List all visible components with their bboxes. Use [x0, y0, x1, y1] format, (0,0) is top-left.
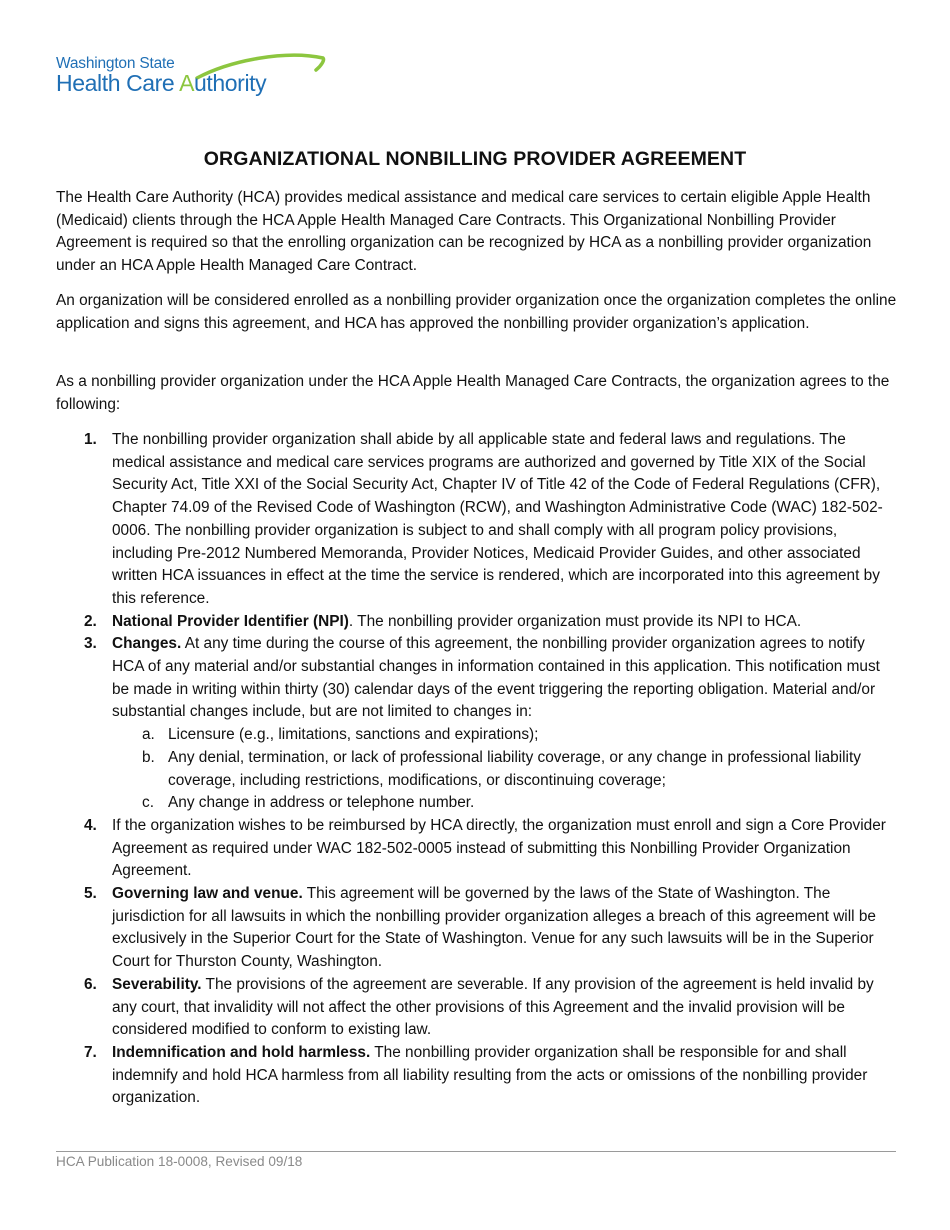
term-heading: Governing law and venue. — [112, 885, 303, 903]
footer-publication-info: HCA Publication 18-0008, Revised 09/18 — [56, 1154, 303, 1169]
term-text: The nonbilling provider organization shall be responsible for and shall indemnify and hold HCA harmless from all liability resulting from the acts or omissions of the nonbilling provider organization. — [112, 1043, 868, 1107]
term-number: 3. — [84, 635, 97, 653]
term-heading: Indemnification and hold harmless. — [112, 1043, 371, 1061]
term-text: If the organization wishes to be reimbursed by HCA directly, the organization must enroll and sign a Core Provider Agreement as required under WAC 182-502-0005 instead of submitting this Nonbilling Provider Organization Agreement. — [112, 816, 886, 880]
term-text: At any time during the course of this agreement, the nonbilling provider organization agrees to notify HCA of any material and/or substantial changes in information contained in this application. This notification must be made in writing within thirty (30) calendar days of the event triggering the reporting obligation. Material and/or substantial changes include, but are not limited to changes in: — [112, 635, 880, 721]
term-item-2 — [0, 611, 898, 634]
sub-item-letter: c. — [142, 794, 154, 812]
sub-item-a — [112, 724, 898, 747]
logo-line-2-accent: A — [179, 70, 195, 96]
agreement-terms-list — [0, 429, 950, 1110]
term-number: 1. — [84, 431, 97, 448]
sub-item-b — [112, 747, 898, 792]
term-item-4 — [0, 815, 898, 883]
intro-paragraph-1: The Health Care Authority (HCA) provides medical assistance and medical care services to certain eligible Apple Health (Medicaid) clients through the HCA Apple Health Managed Care Contracts. This Organizational Nonbilling Provider Agreement is required so that the enrolling organization can be recognized by HCA as a nonbilling provider organization under an HCA Apple Health Managed Care Contract. — [56, 189, 872, 275]
term-item-6 — [0, 974, 898, 1042]
intro-paragraph-3: As a nonbilling provider organization under the HCA Apple Health Managed Care Contracts, the organization agrees to the following: — [56, 373, 890, 413]
term-item-3 — [0, 633, 898, 815]
term-heading: Changes. — [112, 635, 182, 653]
logo-line-2-prefix: Health Care — [56, 70, 180, 96]
term-number: 6. — [84, 975, 97, 993]
term-number: 5. — [84, 885, 97, 903]
term-item-1 — [0, 429, 898, 611]
sub-item-text: Any denial, termination, or lack of professional liability coverage, or any change in professional liability coverage, including restrictions, modifications, or discontinuing coverage; — [168, 748, 861, 789]
term-text: The provisions of the agreement are severable. If any provision of the agreement is held invalid by any court, that invalidity will not affect the other provisions of this Agreement and the invalid provision will be considered modified to conform to existing law. — [112, 975, 874, 1039]
term-number: 7. — [84, 1043, 97, 1061]
term-number: 2. — [84, 612, 97, 630]
intro-paragraph-2: An organization will be considered enrolled as a nonbilling provider organization once the organization completes the online application and signs this agreement, and HCA has approved the nonbilling provider organization’s application. — [56, 292, 897, 332]
sub-item-c — [112, 792, 898, 815]
hca-logo — [56, 52, 326, 108]
sub-item-text: Licensure (e.g., limitations, sanctions and expirations); — [168, 726, 539, 744]
sub-item-letter: a. — [142, 726, 155, 744]
term-number: 4. — [84, 816, 97, 834]
logo-line-2-suffix: uthority — [194, 70, 267, 96]
term-heading: National Provider Identifier (NPI) — [112, 612, 349, 630]
term-heading: Severability. — [112, 975, 202, 993]
logo-line-2 — [56, 70, 266, 97]
term-item-5 — [0, 883, 898, 974]
term-text: . The nonbilling provider organization must provide its NPI to HCA. — [348, 612, 802, 630]
sub-item-text: Any change in address or telephone number. — [168, 794, 475, 812]
sub-item-letter: b. — [142, 748, 155, 766]
term-text: The nonbilling provider organization shall abide by all applicable state and federal laws and regulations. The medical assistance and medical care services programs are authorized and governed by Title XIX of the Social Security Act, Title XXI of the Social Security Act, Chapter IV of Title 42 of the Code of Federal Regulations (CFR), Chapter 74.09 of the Revised Code of Washington (RCW), and Washington Administrative Code (WAC) 182-502-0006. The nonbilling provider organization is subject to and shall comply with all program policy provisions, including Pre-2012 Numbered Memoranda, Provider Notices, Medicaid Provider Guides, and other associated written HCA issuances in effect at the time the service is rendered, which are incorporated into this agreement by this reference. — [112, 431, 883, 607]
changes-sublist — [112, 724, 898, 815]
footer-divider — [56, 1151, 896, 1152]
term-text: This agreement will be governed by the laws of the State of Washington. The jurisdiction for all lawsuits in which the nonbilling provider organization alleges a breach of this agreement will be exclusively in the Superior Court for the State of Washington. Venue for any such lawsuits will be in the Superior Court for Thurston County, Washington. — [112, 885, 876, 971]
document-title: ORGANIZATIONAL NONBILLING PROVIDER AGREEMENT — [203, 148, 747, 170]
logo-line-1: Washington State — [56, 55, 175, 72]
term-item-7 — [0, 1042, 898, 1110]
